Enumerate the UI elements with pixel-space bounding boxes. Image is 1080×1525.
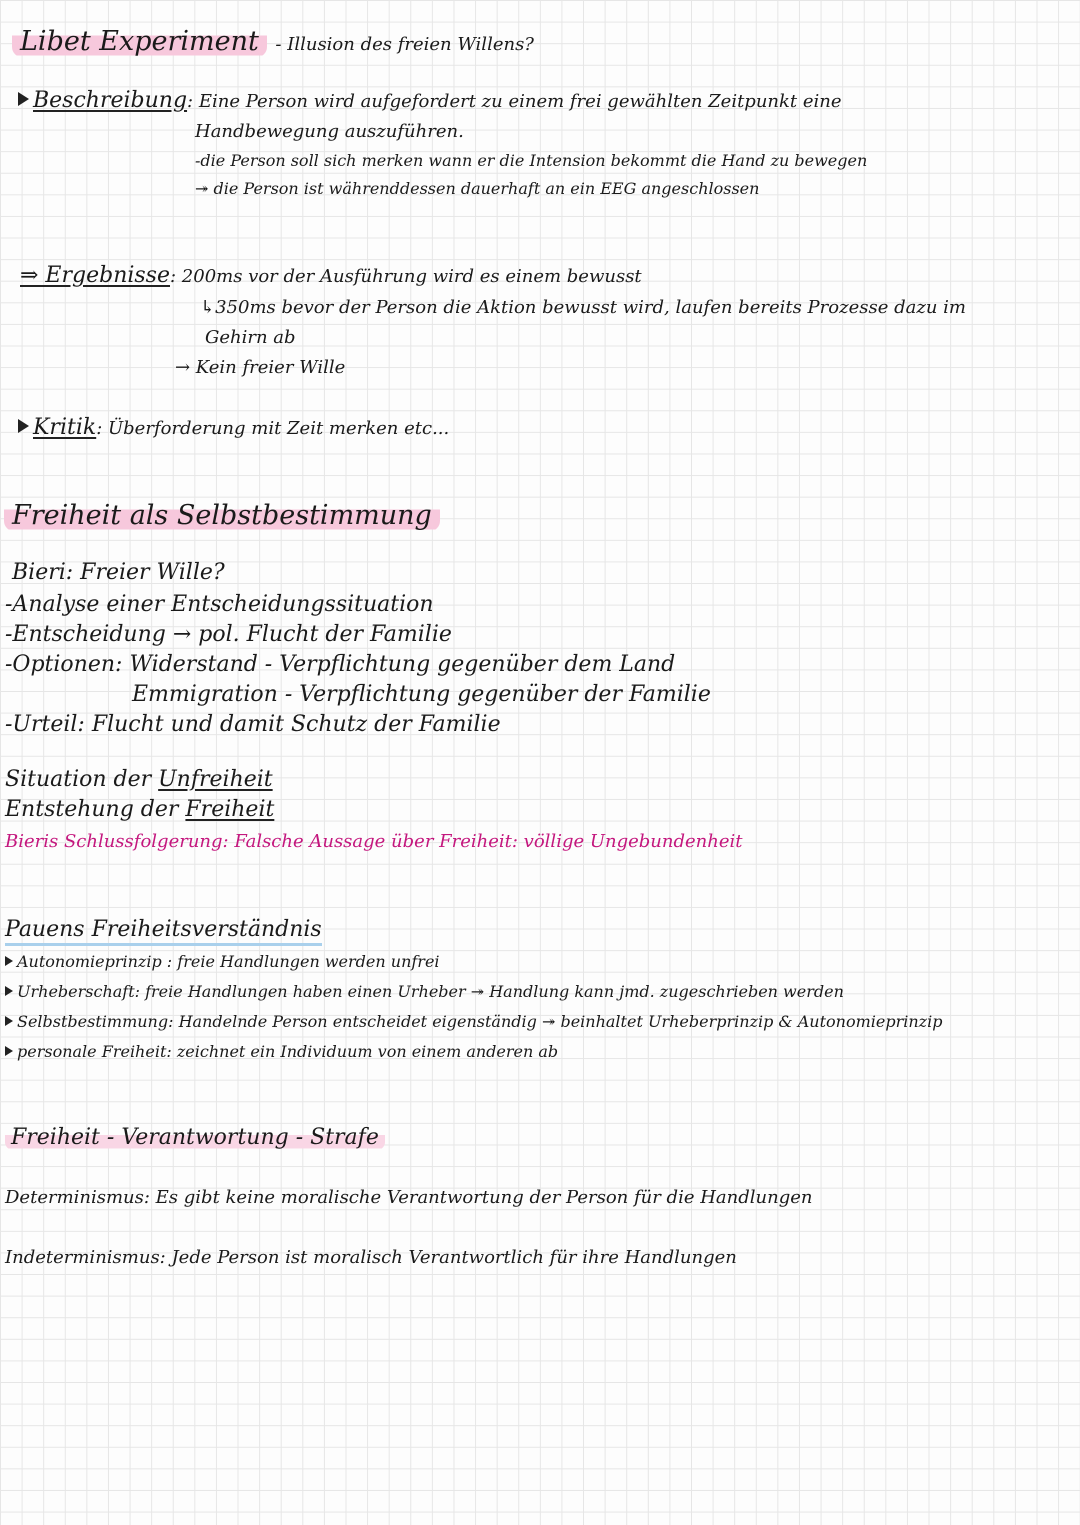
triangle-bullet-icon bbox=[5, 1016, 13, 1026]
pauen-line-3 bbox=[5, 1013, 942, 1031]
selbstbestimmung-title: Freiheit als Selbstbestimmung bbox=[4, 500, 440, 531]
entstehung-word: Freiheit bbox=[185, 797, 275, 822]
pauen-line-2 bbox=[5, 983, 844, 1001]
selbstbestimmung-heading bbox=[4, 500, 440, 531]
bieri-item-2: -Entscheidung → pol. Flucht der Familie bbox=[5, 622, 452, 647]
situation-word: Unfreiheit bbox=[158, 767, 273, 792]
libet-title: Libet Experiment bbox=[12, 26, 267, 57]
pauen-line-2-text: Urheberschaft: freie Handlungen haben einen Urheber ↠ Handlung kann jmd. zugeschrieben werden bbox=[17, 982, 844, 1001]
ergebnisse-sub-1: ↳350ms bevor der Person die Aktion bewusst wird, laufen bereits Prozesse dazu im bbox=[200, 297, 966, 318]
beschreibung-text-2: Handbewegung auszuführen. bbox=[195, 121, 464, 142]
triangle-bullet-icon bbox=[5, 956, 13, 966]
triangle-bullet-icon bbox=[18, 92, 29, 106]
beschreibung-sub-1: -die Person soll sich merken wann er die Intension bekommt die Hand zu bewegen bbox=[195, 151, 868, 170]
verantwortung-heading bbox=[5, 1125, 385, 1150]
libet-heading bbox=[12, 26, 534, 57]
beschreibung-sub-2: ↠ die Person ist währenddessen dauerhaft an ein EEG angeschlossen bbox=[195, 179, 760, 198]
pauen-line-1 bbox=[5, 953, 440, 971]
bieri-optionen-line-2: Emmigration - Verpflichtung gegenüber der Familie bbox=[132, 682, 711, 707]
determinismus-line: Determinismus: Es gibt keine moralische Verantwortung der Person für die Handlungen bbox=[5, 1187, 813, 1208]
bieri-item-3: -Optionen: Widerstand - Verpflichtung gegenüber dem Land bbox=[5, 652, 676, 677]
ergebnisse-sub-2: → Kein freier Wille bbox=[175, 357, 346, 378]
pauen-line-1-text: Autonomieprinzip : freie Handlungen werden unfrei bbox=[17, 952, 440, 971]
ergebnisse-text: : 200ms vor der Ausführung wird es einem bewusst bbox=[170, 266, 642, 287]
situation-prefix: Situation der bbox=[5, 767, 159, 792]
triangle-bullet-icon bbox=[5, 986, 13, 996]
beschreibung-label: Beschreibung bbox=[33, 88, 188, 113]
bieri-item-1: -Analyse einer Entscheidungssituation bbox=[5, 592, 434, 617]
pauen-line-4 bbox=[5, 1043, 558, 1061]
pauen-line-4-text: personale Freiheit: zeichnet ein Individuum von einem anderen ab bbox=[17, 1042, 559, 1061]
entstehung-prefix: Entstehung der bbox=[5, 797, 186, 822]
entstehung-line bbox=[5, 797, 274, 822]
pauen-heading bbox=[5, 917, 322, 942]
bieri-title: Bieri: Freier Wille? bbox=[12, 560, 225, 585]
beschreibung-text: : Eine Person wird aufgefordert zu einem frei gewählten Zeitpunkt eine bbox=[187, 91, 842, 112]
triangle-bullet-icon bbox=[5, 1046, 13, 1056]
verantwortung-title: Freiheit - Verantwortung - Strafe bbox=[5, 1125, 385, 1150]
ergebnisse-sub-1b: Gehirn ab bbox=[205, 327, 296, 348]
pauen-line-3-text: Selbstbestimmung: Handelnde Person entscheidet eigenständig ↠ beinhaltet Urheberprinzip & Autonomieprinzip bbox=[17, 1012, 943, 1031]
indeterminismus-line: Indeterminismus: Jede Person ist moralisch Verantwortlich für ihre Handlungen bbox=[5, 1247, 737, 1268]
pauen-title: Pauens Freiheitsverständnis bbox=[5, 917, 322, 946]
bieri-item-4: -Urteil: Flucht und damit Schutz der Familie bbox=[5, 712, 501, 737]
bieri-schlussfolgerung: Bieris Schlussfolgerung: Falsche Aussage über Freiheit: völlige Ungebundenheit bbox=[5, 831, 743, 852]
situation-line bbox=[5, 767, 273, 792]
kritik-line bbox=[18, 415, 449, 440]
kritik-text: : Überforderung mit Zeit merken etc... bbox=[96, 418, 450, 439]
triangle-bullet-icon bbox=[18, 419, 29, 433]
kritik-label: Kritik bbox=[33, 415, 97, 440]
beschreibung-line bbox=[18, 88, 842, 113]
libet-subtitle: - Illusion des freien Willens? bbox=[275, 34, 534, 55]
ergebnisse-label: ⇒ Ergebnisse bbox=[20, 263, 170, 288]
ergebnisse-line bbox=[20, 263, 642, 288]
